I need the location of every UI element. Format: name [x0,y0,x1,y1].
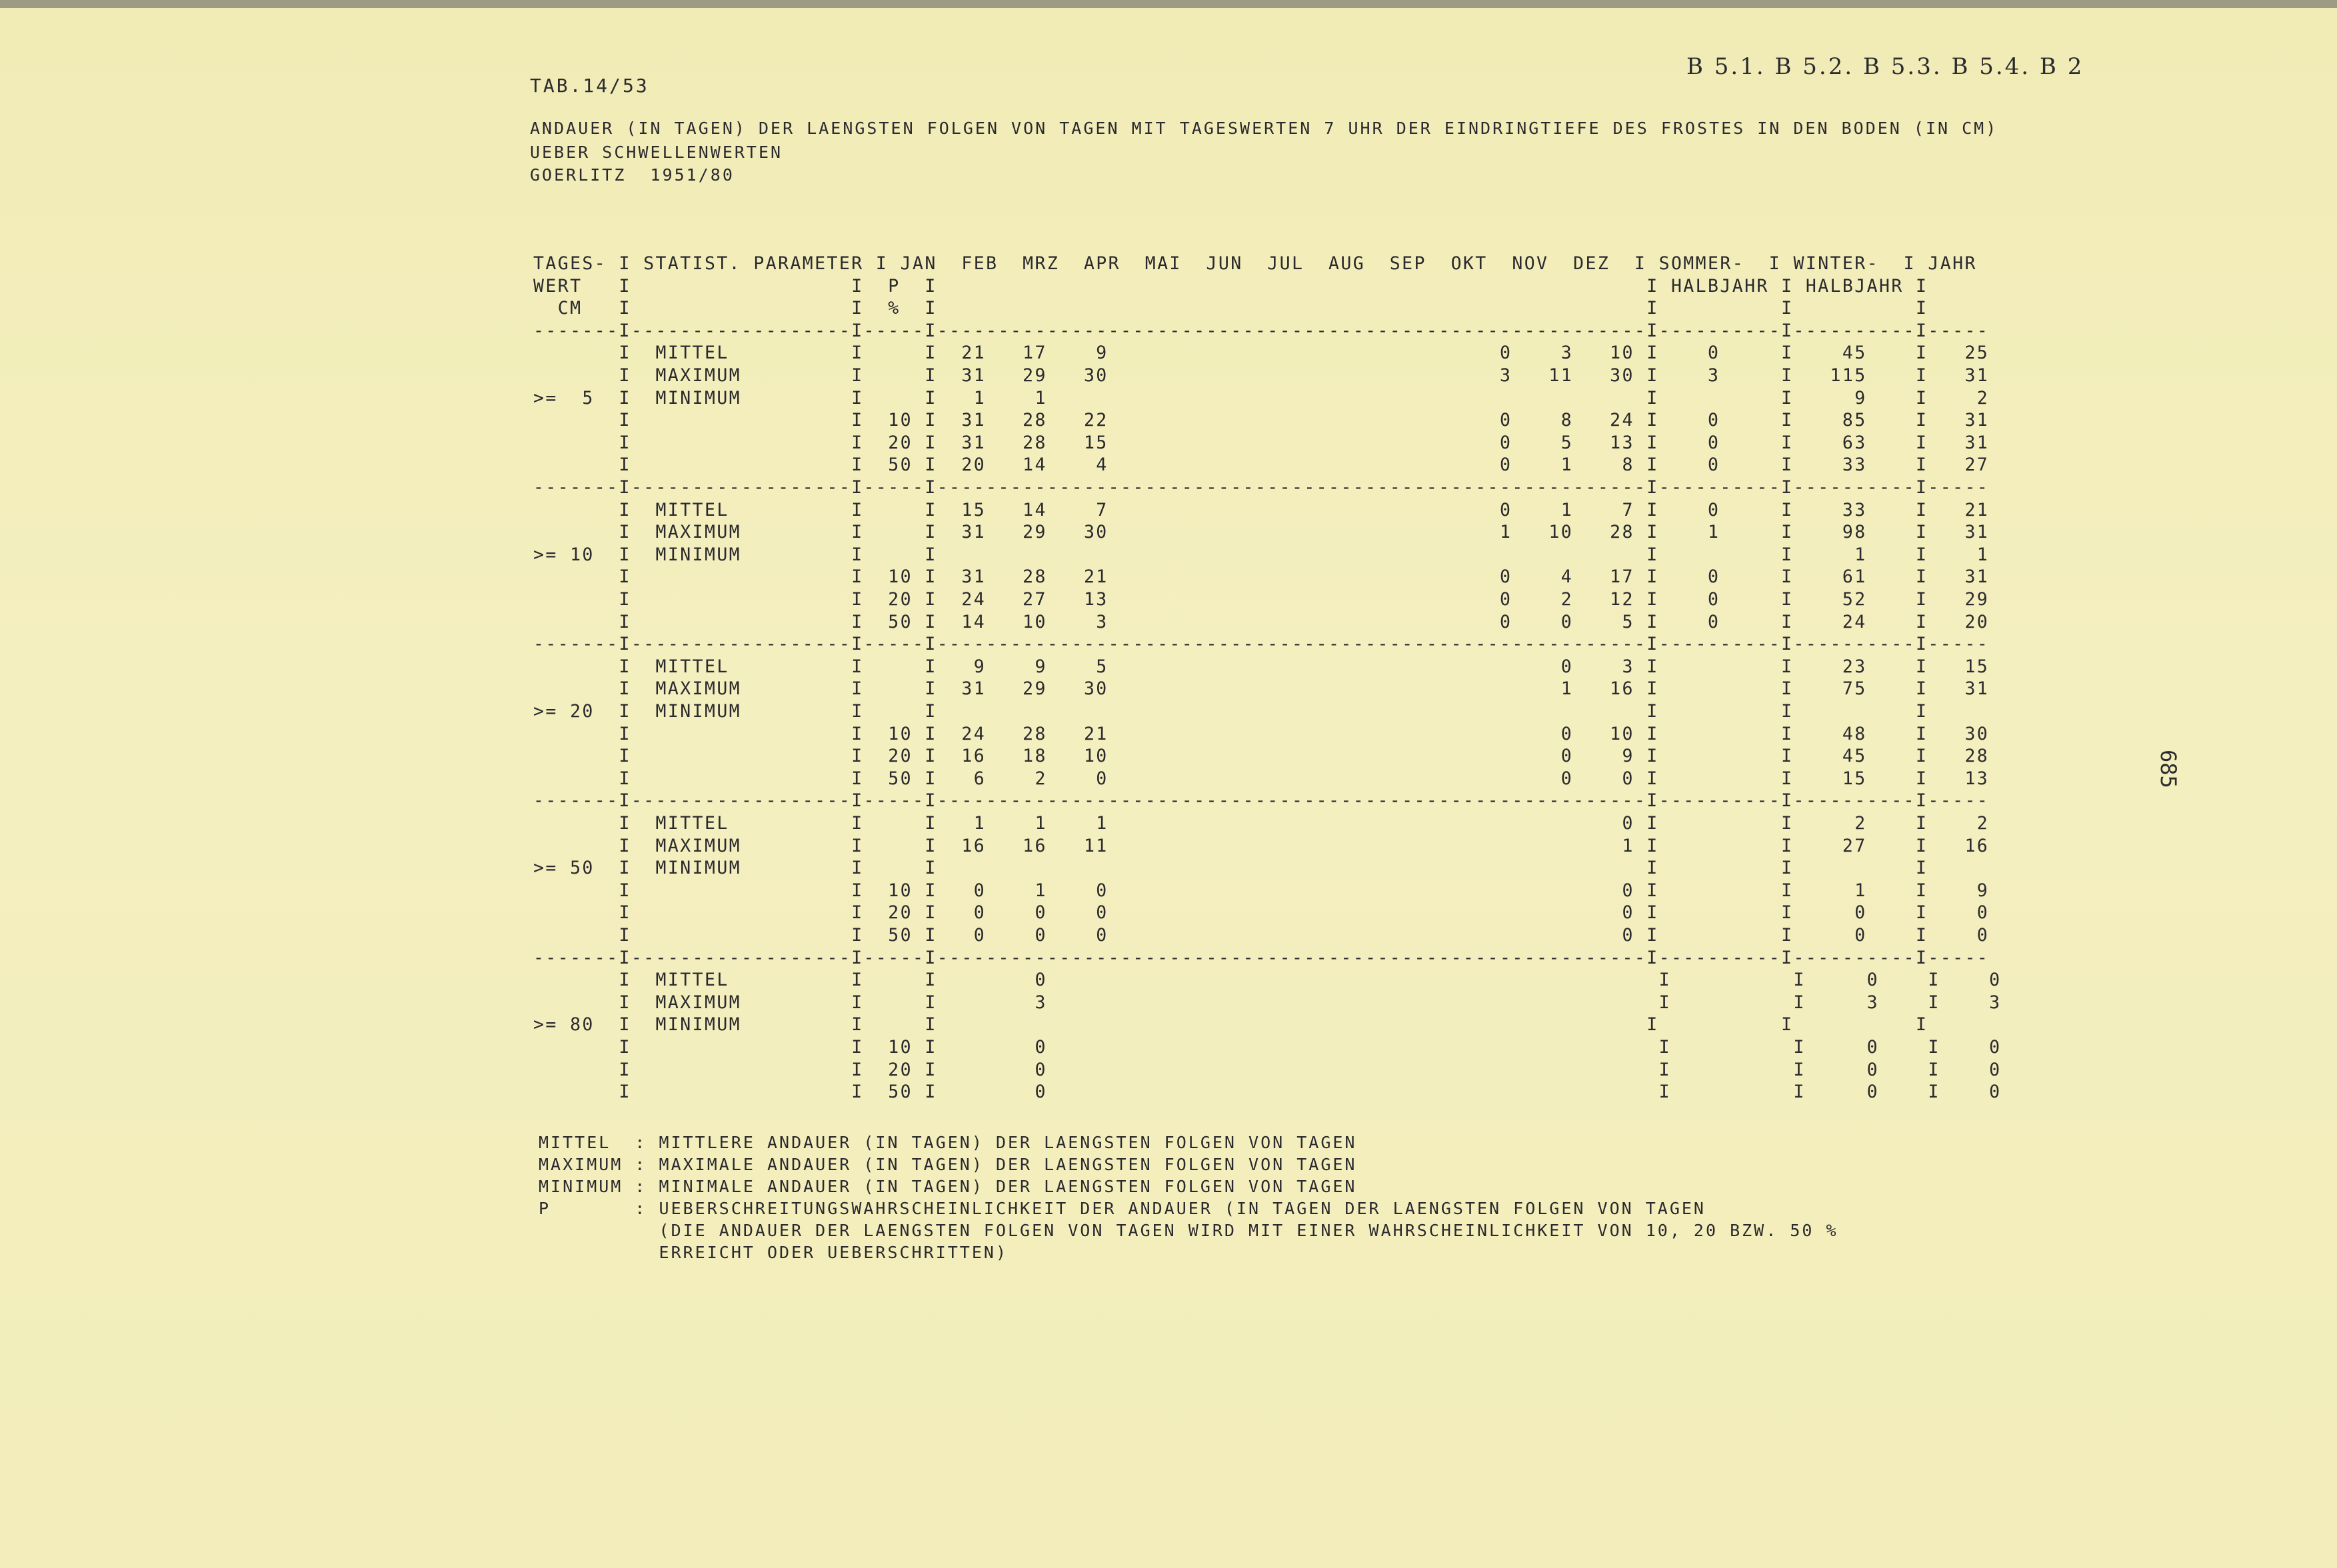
table-row: I I 50 I 14 10 3 0 0 5 I 0 I 24 I 20 [533,611,1990,632]
table-row: I MITTEL I I 1 1 1 0 I I 2 I 2 [533,813,1990,834]
table-row: >= 50 I MINIMUM I I I I I [533,858,1928,879]
footnote-line: (DIE ANDAUER DER LAENGSTEN FOLGEN VON TAGEN WIRD MIT EINER WAHRSCHEINLICHKEIT VON 10, 20 BZW. 50 % [539,1221,1838,1240]
table-row: I MITTEL I I 9 9 5 0 3 I I 23 I 15 [533,656,1990,677]
title-line-3: GOERLITZ 1951/80 [530,165,735,185]
table-row: TAGES- I STATIST. PARAMETER I JAN FEB MRZ APR MAI JUN JUL AUG SEP OKT NOV DEZ I SOMMER- I WINTER- I JAHR [533,253,1977,274]
table-row: I MITTEL I I 15 14 7 0 1 7 I 0 I 33 I 21 [533,499,1990,520]
table-row: I I 50 I 0 0 0 0 I I 0 I 0 [533,925,1990,946]
table-separator: -------I------------------I-----I----------------------------------------------------------I----------I----------I----- [533,477,1990,498]
table-id: TAB.14/53 [530,75,649,97]
table-row: WERT I I P I I HALBJAHR I HALBJAHR I [533,275,1928,297]
footnote-line: P : UEBERSCHREITUNGSWAHRSCHEINLICHKEIT DER ANDAUER (IN TAGEN DER LAENGSTEN FOLGEN VON TAGEN [539,1199,1706,1218]
table-row: I I 20 I 16 18 10 0 9 I I 45 I 28 [533,746,1990,767]
table-separator: -------I------------------I-----I----------------------------------------------------------I----------I----------I----- [533,790,1990,812]
table-row: I I 10 I 24 28 21 0 10 I I 48 I 30 [533,723,1990,744]
table-row: I I 10 I 31 28 21 0 4 17 I 0 I 61 I 31 [533,566,1990,588]
table-separator: -------I------------------I-----I----------------------------------------------------------I----------I----------I----- [533,320,1990,341]
table-row: I I 10 I 0 I I 0 I 0 [533,1037,2002,1058]
table-row: I I 20 I 31 28 15 0 5 13 I 0 I 63 I 31 [533,432,1990,453]
table-row: I MAXIMUM I I 31 29 30 3 11 30 I 3 I 115 I 31 [533,365,1990,386]
table-row: >= 80 I MINIMUM I I I I I [533,1014,1928,1036]
table-row: >= 5 I MINIMUM I I 1 1 I I 9 I 2 [533,387,1990,408]
table-row: >= 20 I MINIMUM I I I I I [533,701,1928,722]
table-row: I I 20 I 24 27 13 0 2 12 I 0 I 52 I 29 [533,589,1990,610]
table-row: I MITTEL I I 21 17 9 0 3 10 I 0 I 45 I 25 [533,343,1990,364]
table-row: I I 10 I 31 28 22 0 8 24 I 0 I 85 I 31 [533,410,1990,431]
table-separator: -------I------------------I-----I----------------------------------------------------------I----------I----------I----- [533,947,1990,968]
title-line-2: UEBER SCHWELLENWERTEN [530,143,783,162]
table-row: >= 10 I MINIMUM I I I I 1 I 1 [533,544,1990,565]
scanner-edge [0,0,2337,8]
footnote-line: MINIMUM : MINIMALE ANDAUER (IN TAGEN) DER LAENGSTEN FOLGEN VON TAGEN [539,1177,1357,1196]
page-number: 685 [2156,750,2181,788]
footnote-line: MITTEL : MITTLERE ANDAUER (IN TAGEN) DER LAENGSTEN FOLGEN VON TAGEN [539,1133,1357,1152]
table-row: I I 50 I 20 14 4 0 1 8 I 0 I 33 I 27 [533,454,1990,476]
table-row: I I 50 I 0 I I 0 I 0 [533,1082,2002,1103]
footnote-line: MAXIMUM : MAXIMALE ANDAUER (IN TAGEN) DER LAENGSTEN FOLGEN VON TAGEN [539,1155,1357,1174]
table-row: I MAXIMUM I I 3 I I 3 I 3 [533,992,2002,1013]
footnote-line: ERREICHT ODER UEBERSCHRITTEN) [539,1243,1008,1262]
title-line-1: ANDAUER (IN TAGEN) DER LAENGSTEN FOLGEN VON TAGEN MIT TAGESWERTEN 7 UHR DER EINDRINGTIEFE DES FROSTES IN DEN BODEN (IN CM) [530,119,1998,138]
reference-codes: B 5.1. B 5.2. B 5.3. B 5.4. B 2 [1686,53,2084,80]
table-row: CM I I % I I I I [533,298,1928,319]
table-row: I MAXIMUM I I 16 16 11 1 I I 27 I 16 [533,835,1990,856]
table-row: I I 50 I 6 2 0 0 0 I I 15 I 13 [533,768,1990,789]
table-row: I I 10 I 0 1 0 0 I I 1 I 9 [533,880,1990,901]
table-row: I MITTEL I I 0 I I 0 I 0 [533,970,2002,991]
table-row: I MAXIMUM I I 31 29 30 1 10 28 I 1 I 98 I 31 [533,522,1990,543]
table-row: I MAXIMUM I I 31 29 30 1 16 I I 75 I 31 [533,678,1990,700]
table-row: I I 20 I 0 0 0 0 I I 0 I 0 [533,902,1990,924]
table-row: I I 20 I 0 I I 0 I 0 [533,1059,2002,1080]
table-separator: -------I------------------I-----I----------------------------------------------------------I----------I----------I----- [533,634,1990,655]
